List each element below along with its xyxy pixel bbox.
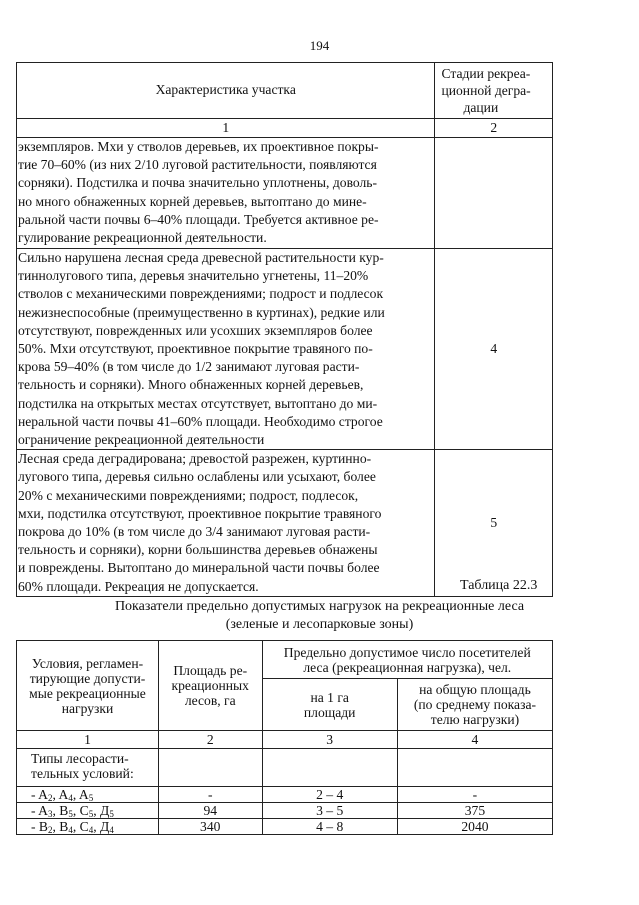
per-ha-value: 3 – 5 xyxy=(262,803,397,819)
column-number: 4 xyxy=(397,731,552,749)
recreational-degradation-table xyxy=(16,62,553,597)
page-number: 194 xyxy=(309,38,330,53)
table-caption-line2: (зеленые и лесопарковые зоны) xyxy=(225,617,414,632)
header-site-characteristic: Характеристика участка xyxy=(17,63,435,119)
table-row xyxy=(17,249,553,450)
forest-condition: - $B_2$, $B_4$, $C_4$, $Д_4$ xyxy=(17,819,159,835)
table-row xyxy=(17,803,553,819)
header-conditions: Условия, регламен- тирующие допусти- мые рекреационные нагрузки xyxy=(17,641,159,731)
table-row xyxy=(17,138,553,249)
column-number: 1 xyxy=(17,731,159,749)
total-value: 375 xyxy=(397,803,552,819)
table-row xyxy=(17,819,553,835)
degradation-stage: 5 xyxy=(435,450,553,597)
area-value: - xyxy=(159,787,263,803)
header-visitor-limit: Предельно допустимое число посетителей леса (рекреационная нагрузка), чел. xyxy=(262,641,553,679)
table-row xyxy=(17,450,553,597)
column-number: 2 xyxy=(435,119,553,138)
site-description: Сильно нарушена лесная среда древесной растительности кур- тиннолугового типа, деревья значительно угнетены, 11–20% стволов с механическими повреждениями; подрост и подлесок нежизнеспособные (преимущественно в куртинах), редкие или отсутствуют, поврежденных или усохших экземпляров более 50%. Мхи отсутствуют, проективное покрытие травяного по- крова 59–40% (в том числе до 1/2 занимают луговая расти- тельность и сорняки). Много обнаженных корней деревьев, подстилка на открытых местах отсутствует, вытоптано до ми- неральной части почвы 41–60% площади. Необходимо строгое ограничение рекреационной деятельности xyxy=(17,249,435,450)
degradation-stage xyxy=(435,138,553,249)
forest-condition: - $A_2$, $A_4$, $A_5$ xyxy=(17,787,159,803)
total-value: 2040 xyxy=(397,819,552,835)
table-label: Таблица 22.3 xyxy=(460,578,538,593)
header-degradation-stage: Стадии рекреа- ционной дегра- дации xyxy=(435,63,553,119)
header-area: Площадь ре- креационных лесов, га xyxy=(159,641,263,731)
column-number: 3 xyxy=(262,731,397,749)
recreational-load-table xyxy=(16,640,553,835)
header-per-hectare: на 1 га площади xyxy=(262,679,397,731)
area-value: 340 xyxy=(159,819,263,835)
group-label: Типы лесорасти- тельных условий: xyxy=(17,749,159,787)
total-value: - xyxy=(397,787,552,803)
per-ha-value: 4 – 8 xyxy=(262,819,397,835)
per-ha-value: 2 – 4 xyxy=(262,787,397,803)
area-value: 94 xyxy=(159,803,263,819)
site-description: Лесная среда деградирована; древостой разрежен, куртинно- лугового типа, деревья сильно ослаблены или усыхают, более 20% с механическими повреждениями; подрост, подлесок, мхи, подстилка отсутствуют, проективное покрытие травяного покрова до 10% (в том числе до 3/4 занимают луговая расти- тельность и сорняки), корни большинства деревьев обнажены и повреждены. Вытоптано до минеральной части почвы более 60% площади. Рекреация не допускается. xyxy=(17,450,435,597)
degradation-stage: 4 xyxy=(435,249,553,450)
forest-condition: - $A_3$, $B_5$, $C_5$, $Д_5$ xyxy=(17,803,159,819)
table-caption-line1: Показатели предельно допустимых нагрузок на рекреационные леса xyxy=(114,599,525,614)
table-row xyxy=(17,787,553,803)
header-total-area: на общую площадь (по среднему показа- телю нагрузки) xyxy=(397,679,552,731)
column-number: 1 xyxy=(17,119,435,138)
column-number: 2 xyxy=(159,731,263,749)
site-description: экземпляров. Мхи у стволов деревьев, их проективное покры- тие 70–60% (из них 2/10 луговой растительности, появляются сорняки). Подстилка и почва значительно уплотнены, доволь- но много обнаженных корней деревьев, вытоптано до мине- ральной части почвы 6–40% площади. Требуется активное ре- гулирование рекреационной деятельности. xyxy=(17,138,435,249)
